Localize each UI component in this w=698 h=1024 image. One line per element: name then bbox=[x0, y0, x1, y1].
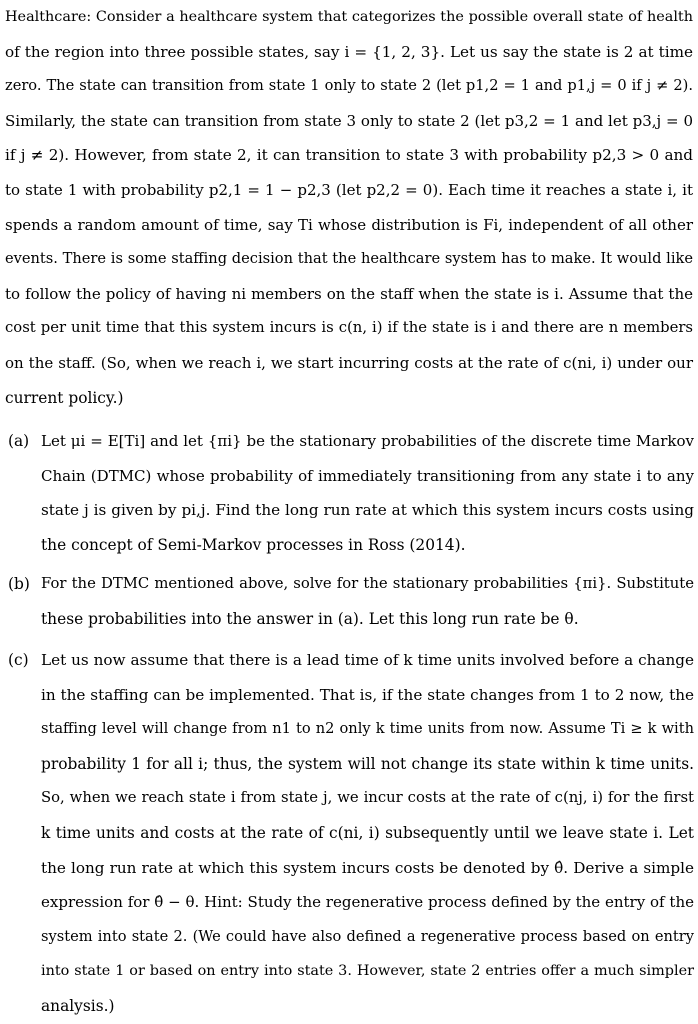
item-line: probability 1 for all i; thus, the system will not change its state within k time units. bbox=[41, 754, 694, 773]
item-body bbox=[41, 424, 694, 562]
item-line: Chain (DTMC) whose probability of immediately transitioning from any state i to any bbox=[41, 466, 694, 485]
item-line: these probabilities into the answer in (a). Let this long run rate be θ. bbox=[41, 609, 579, 628]
item-line: staffing level will change from n1 to n2 only k time units from now. Assume Ti ≥ k with bbox=[41, 720, 694, 738]
item-line: expression for θ̂ − θ. Hint: Study the regenerative process defined by the entry of the bbox=[41, 893, 694, 912]
intro-line: to state 1 with probability p2,1 = 1 − p2,3 (let p2,2 = 0). Each time it reaches a state i, it bbox=[5, 180, 693, 199]
intro-line: on the staff. (So, when we reach i, we start incurring costs at the rate of c(ni, i) under our bbox=[5, 353, 693, 372]
item-label: (a) bbox=[8, 432, 30, 450]
intro-line: to follow the policy of having ni members on the staff when the state is i. Assume that the bbox=[5, 284, 693, 303]
item-body bbox=[41, 567, 694, 636]
item-line: into state 1 or based on entry into state 3. However, state 2 entries offer a much simpler bbox=[41, 963, 694, 980]
item-label: (c) bbox=[8, 651, 29, 669]
intro-line: Similarly, the state can transition from state 3 only to state 2 (let p3,2 = 1 and let p3,j = 0 bbox=[5, 111, 693, 130]
item-line: k time units and costs at the rate of c(ni, i) subsequently until we leave state i. Let bbox=[41, 823, 694, 842]
intro-line: current policy.) bbox=[5, 388, 124, 407]
item-line: the long run rate at which this system incurs costs be denoted by θ̂. Derive a simple bbox=[41, 858, 694, 877]
intro-line: of the region into three possible states, say i = {1, 2, 3}. Let us say the state is 2 at time bbox=[5, 42, 693, 61]
item-line: analysis.) bbox=[41, 996, 115, 1015]
intro-line: Healthcare: Consider a healthcare system that categorizes the possible overall state of health bbox=[5, 9, 693, 25]
item-line: Let μi = E[Ti] and let {πi} be the stationary probabilities of the discrete time Markov bbox=[41, 432, 694, 450]
intro-line: events. There is some staffing decision that the healthcare system has to make. It would like bbox=[5, 250, 693, 268]
intro-paragraph bbox=[5, 0, 693, 415]
item-line: state j is given by pi,j. Find the long run rate at which this system incurs costs using bbox=[41, 501, 694, 520]
item-line: Let us now assume that there is a lead time of k time units involved before a change bbox=[41, 651, 694, 669]
item-body bbox=[41, 643, 694, 1024]
intro-line: spends a random amount of time, say Ti whose distribution is Fi, independent of all other bbox=[5, 215, 693, 234]
item-line: So, when we reach state i from state j, we incur costs at the rate of c(nj, i) for the first bbox=[41, 789, 694, 807]
item-line: For the DTMC mentioned above, solve for the stationary probabilities {πi}. Substitute bbox=[41, 575, 694, 592]
item-line: in the staffing can be implemented. That is, if the state changes from 1 to 2 now, the bbox=[41, 685, 694, 704]
intro-line: if j ≠ 2). However, from state 2, it can transition to state 3 with probability p2,3 > 0 and bbox=[5, 146, 693, 165]
intro-line: zero. The state can transition from state 1 only to state 2 (let p1,2 = 1 and p1,j = 0 if j ≠ 2). bbox=[5, 77, 693, 95]
item-line: the concept of Semi-Markov processes in Ross (2014). bbox=[41, 535, 466, 554]
item-line: system into state 2. (We could have also defined a regenerative process based on entry bbox=[41, 927, 694, 945]
item-label: (b) bbox=[8, 575, 30, 593]
intro-line: cost per unit time that this system incurs is c(n, i) if the state is i and there are n members bbox=[5, 319, 693, 337]
